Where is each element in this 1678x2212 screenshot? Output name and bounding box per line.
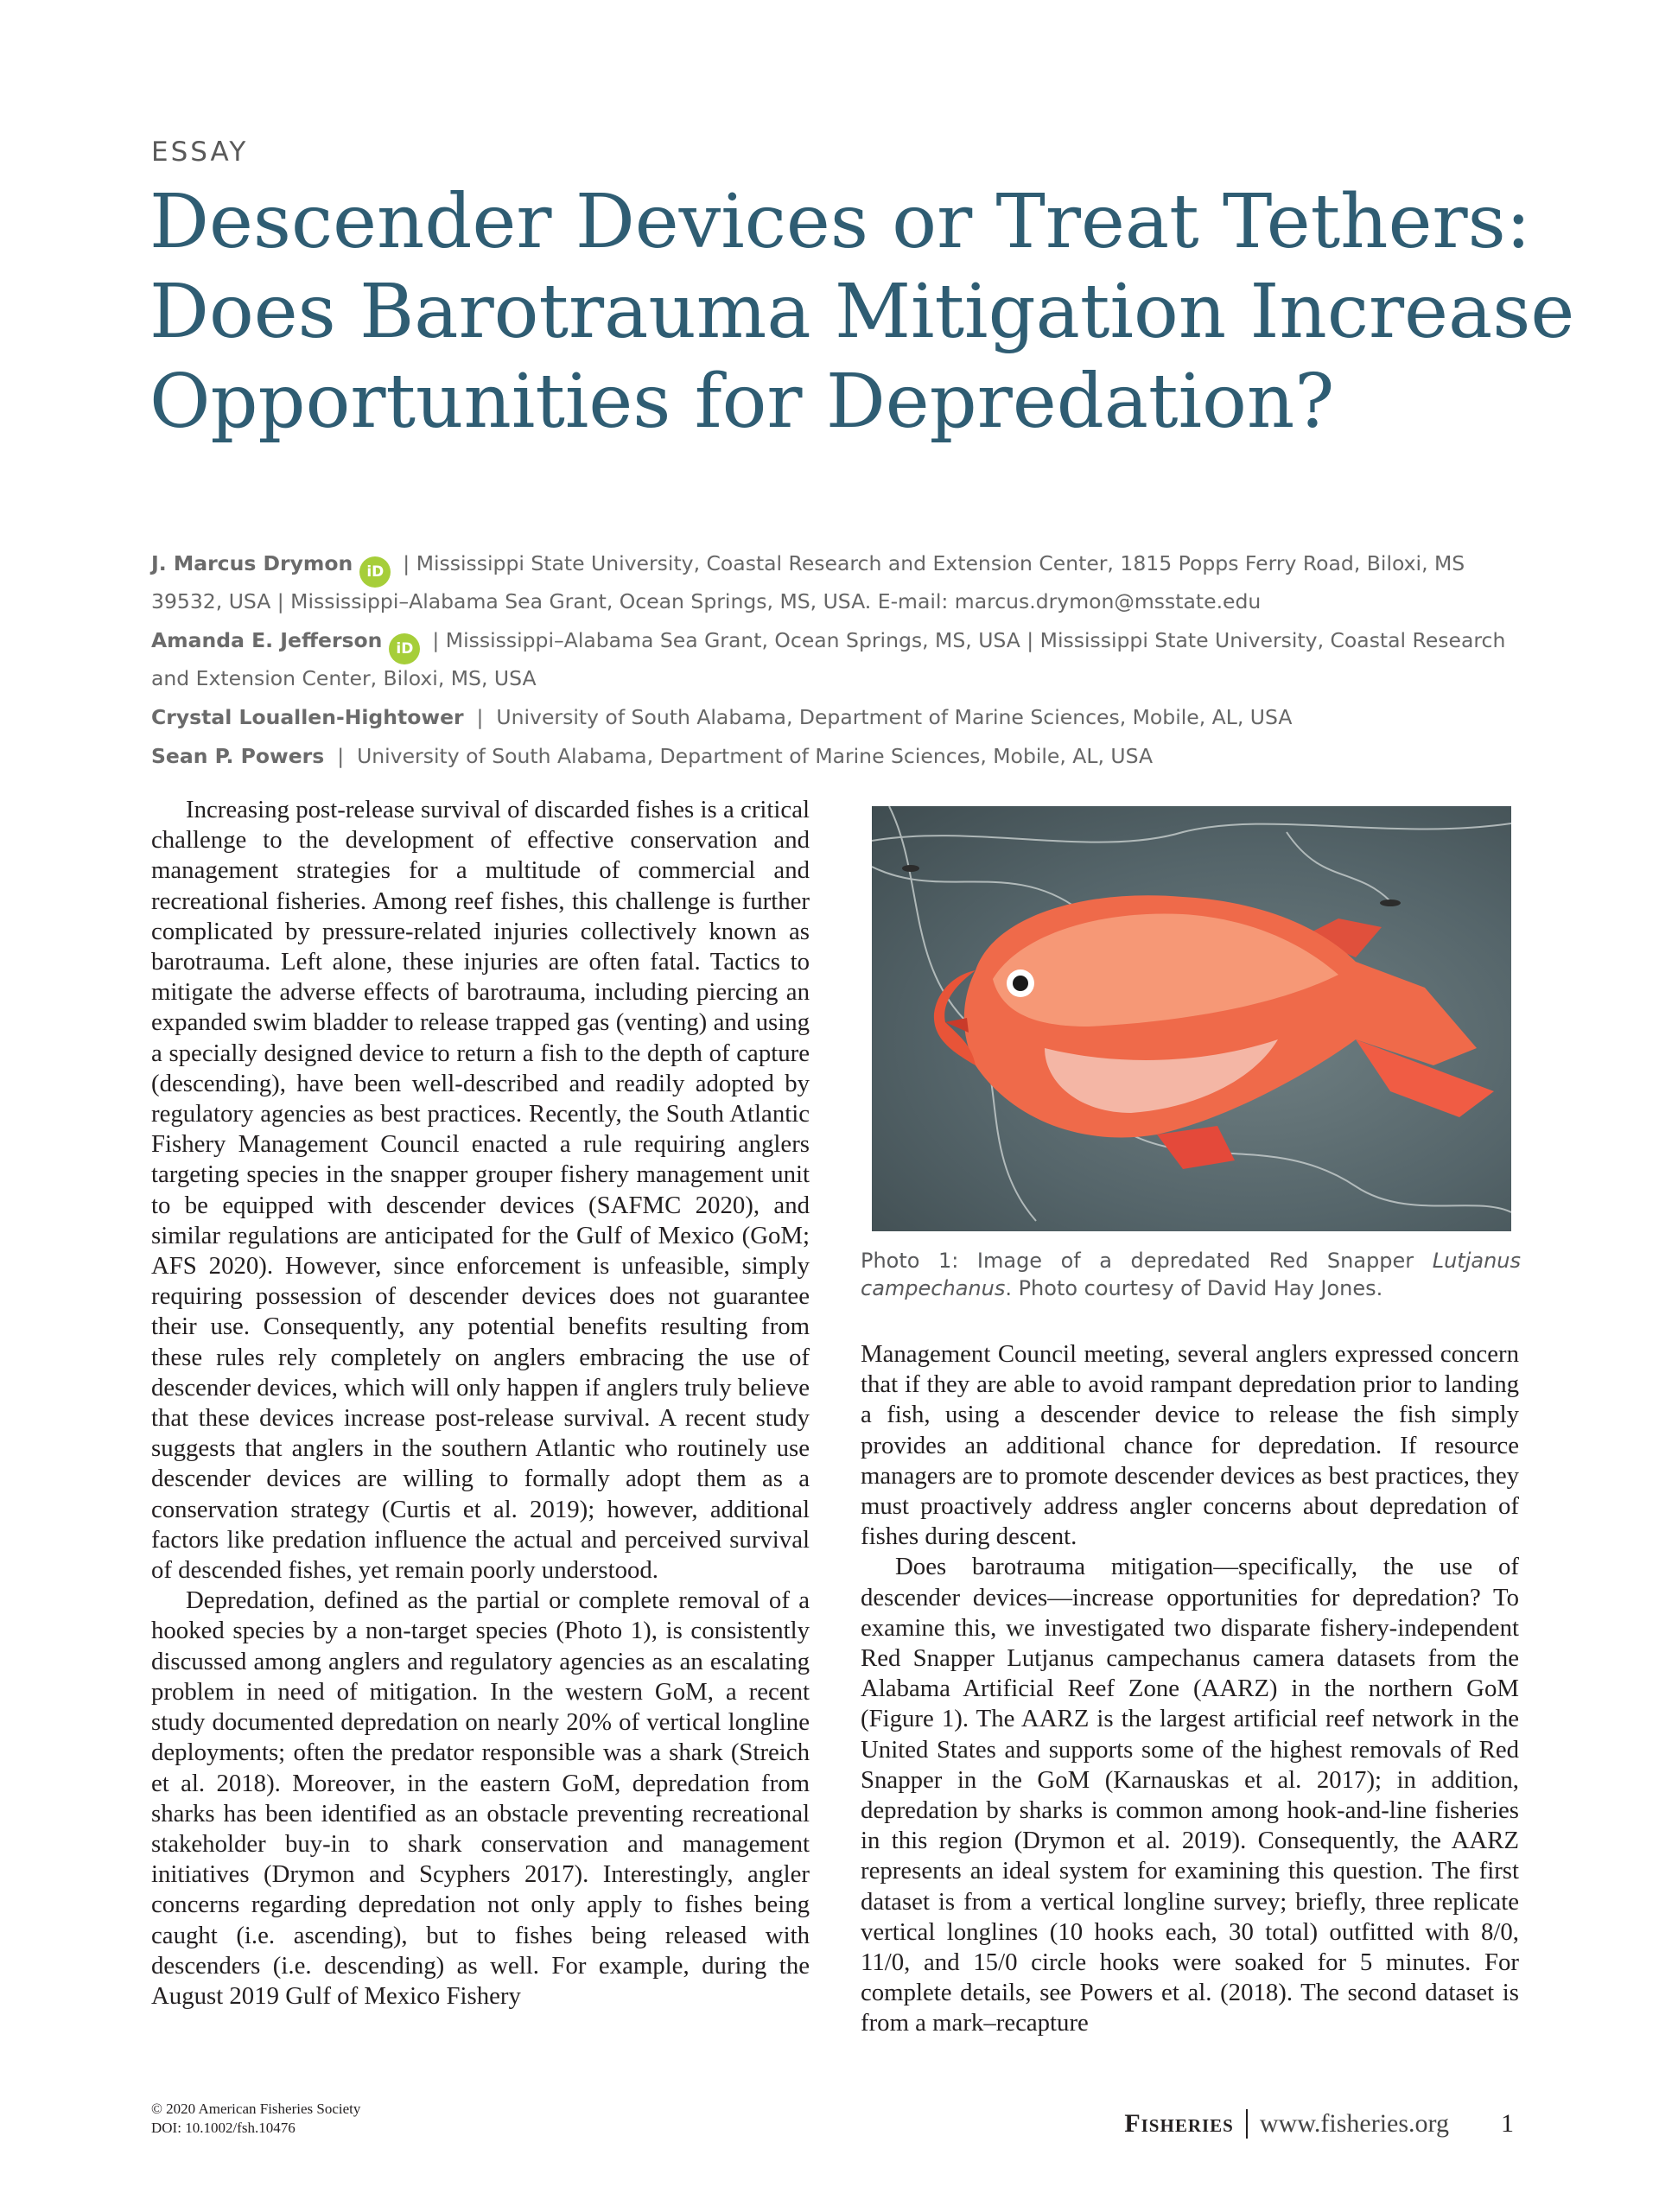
orcid-icon[interactable]: iD [359, 556, 391, 588]
fish-illustration [872, 806, 1511, 1231]
body-paragraph: Management Council meeting, several anglers expressed concern that if they are able to avoid rampant depredation prior to landing a fish, using a descender device to release the fish simply provides an additional chance for depredation. If resource managers are to promote descender devices as best practices, they must proactively address angler concerns about depredation of fishes during descent. [861, 1340, 1519, 1551]
caption-species: Lutjanus campechanus [861, 1249, 1521, 1300]
author-affiliation: Mississippi State University, Coastal Research and Extension Center, 1815 Popps Ferry Road, Biloxi, MS 39532, USA | Mississippi–Alabama Sea Grant, Ocean Springs, MS, USA. E-mail: marcus.drymon@msstate.edu [151, 551, 1465, 613]
caption-text: Photo 1: Image of a depredated Red Snapper [861, 1249, 1433, 1273]
author-name: Sean P. Powers [151, 744, 325, 768]
article-title: Descender Devices or Treat Tethers: Does Barotrauma Mitigation Increase Opportunities for Depredation? [149, 179, 1575, 445]
doi-line[interactable]: DOI: 10.1002/fsh.10476 [151, 2120, 296, 2136]
author-separator: | [403, 551, 416, 575]
body-paragraph: Increasing post-release survival of discarded fishes is a critical challenge to the development of effective conservation and management strategies for a multitude of commercial and recreational fisheries. Among reef fishes, this challenge is further complicated by pressure-related injuries collectively known as barotrauma. Left alone, these injuries are often fatal. Tactics to mitigate the adverse effects of barotrauma, including piercing an expanded swim bladder to release trapped gas (venting) and using a specially designed device to return a fish to the depth of capture (descending), have been well-described and readily adopted by regulatory agencies as best practices. Recently, the South Atlantic Fishery Management Council enacted a rule requiring anglers targeting species in the snapper grouper fishery management unit to be equipped with descender devices (SAFMC 2020), and similar regulations are anticipated for the Gulf of Mexico (GoM; AFS 2020). However, since enforcement is unfeasible, simply requiring possession of descender devices does not guarantee their use. Consequently, any potential benefits resulting from these rules rely completely on anglers embracing the use of descender devices, which will only happen if anglers truly believe that these devices increase post-release survival. A recent study suggests that anglers in the southern Atlantic who routinely use descender devices are willing to formally adopt them as a conservation strategy (Curtis et al. 2019); however, additional factors like predation influence the actual and perceived survival of descended fishes, yet remain poorly understood. [151, 796, 810, 1585]
section-label: ESSAY [151, 137, 249, 168]
body-paragraph: Depredation, defined as the partial or complete removal of a hooked species by a non-target species (Photo 1), is consistently discussed among anglers and regulatory agencies as an escalating problem in need of mitigation. In the western GoM, a recent study documented depredation on nearly 20% of vertical longline deployments; often the predator responsible was a shark (Streich et al. 2018). Moreover, in the eastern GoM, depredation from sharks has been identified as an obstacle preventing recreational stakeholder buy-in to shark conservation and management initiatives (Drymon and Scyphers 2017). Interestingly, angler concerns regarding depredation not only apply to fishes being caught (i.e. ascending), but to fishes being released with descenders (i.e. descending) as well. For example, during the August 2019 Gulf of Mexico Fishery [151, 1586, 810, 2010]
body-paragraph: Does barotrauma mitigation—specifically, the use of descender devices—increase opportunities for depredation? To examine this, we investigated two disparate fishery-independent Red Snapper Lutjanus campechanus camera datasets from the Alabama Artificial Reef Zone (AARZ) in the northern GoM (Figure 1). The AARZ is the largest artificial reef network in the United States and supports some of the highest removals of Red Snapper in the GoM (Karnauskas et al. 2017); in addition, depredation by sharks is common among hook-and-line fisheries in this region (Drymon et al. 2019). Consequently, the AARZ represents an ideal system for examining this question. The first dataset is from a vertical longline survey; briefly, three replicate vertical longlines (10 hooks each, 30 total) outfitted with 8/0, 11/0, and 15/0 circle hooks were soaked for 5 minutes. For complete details, see Powers et al. (2018). The second dataset is from a mark–recapture [861, 1553, 1519, 2037]
caption-credit: . Photo courtesy of David Hay Jones. [1005, 1276, 1383, 1300]
journal-website-link[interactable]: www.fisheries.org [1259, 2109, 1449, 2138]
red-snapper-photo [872, 806, 1511, 1231]
footer-divider [1246, 2109, 1248, 2139]
author-entry [151, 550, 1534, 615]
body-column-left [151, 795, 810, 2012]
photo-caption [861, 1247, 1521, 1302]
body-column-right [861, 1339, 1519, 2039]
footer-journal [1124, 2109, 1514, 2139]
author-name: J. Marcus Drymon [151, 551, 353, 575]
author-separator: | [463, 705, 497, 729]
author-entry [151, 703, 1534, 731]
author-name: Crystal Louallen-Hightower [151, 705, 464, 729]
footer-copyright [151, 2100, 360, 2138]
author-list [151, 550, 1534, 781]
orcid-icon[interactable]: iD [389, 633, 420, 664]
author-separator: | [324, 744, 358, 768]
copyright-line: © 2020 American Fisheries Society [151, 2101, 361, 2117]
author-name: Amanda E. Jefferson [151, 628, 383, 652]
author-affiliation: University of South Alabama, Department of Marine Sciences, Mobile, AL, USA [357, 744, 1154, 768]
author-entry [151, 626, 1534, 692]
author-affiliation: University of South Alabama, Department of Marine Sciences, Mobile, AL, USA [496, 705, 1293, 729]
author-separator: | [432, 628, 446, 652]
author-entry [151, 742, 1534, 770]
page-number: 1 [1501, 2109, 1514, 2138]
journal-name: Fisheries [1124, 2109, 1234, 2138]
author-affiliation: Mississippi–Alabama Sea Grant, Ocean Springs, MS, USA | Mississippi State University, Coastal Research and Extension Center, Biloxi, MS, USA [151, 628, 1506, 690]
